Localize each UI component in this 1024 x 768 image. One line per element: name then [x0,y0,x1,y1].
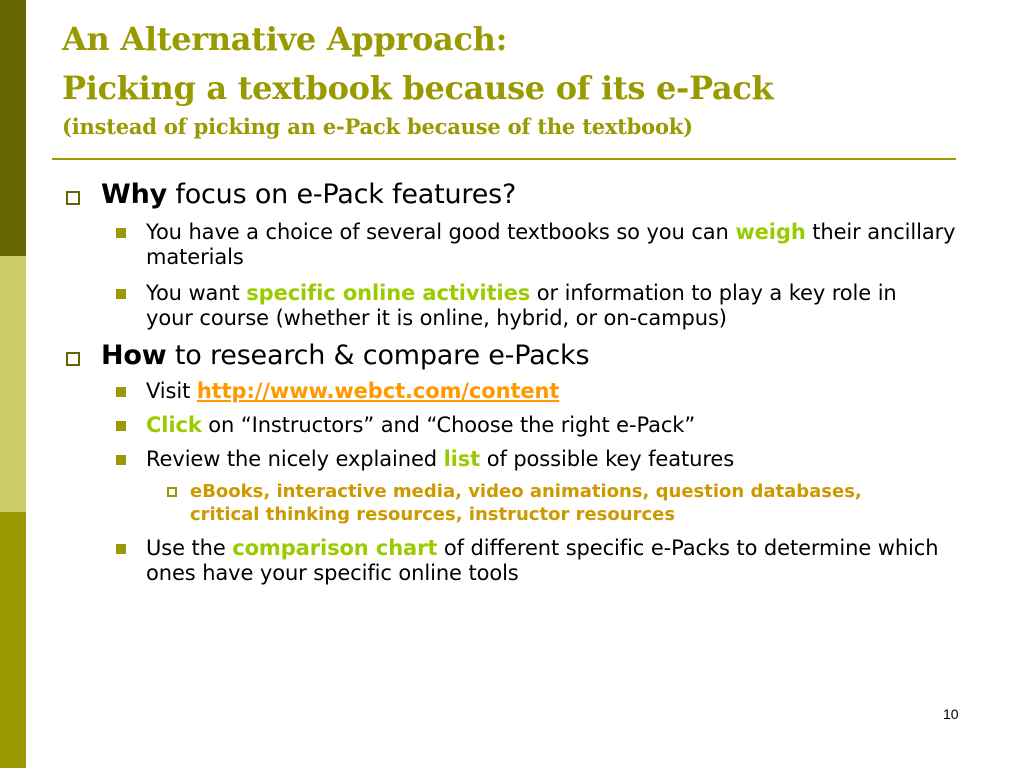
how-text: to research & compare e-Packs [166,340,590,371]
sidebar-stripe-bottom [0,512,26,768]
sidebar-stripe-middle [0,256,26,512]
sub-bullet-choice [62,220,962,270]
comparison-chart-highlight: comparison chart [232,536,438,560]
choice-text-post: their ancillary materials [146,220,956,269]
review-text-post: of possible key features [480,447,735,471]
square-bullet-icon [116,387,126,397]
hollow-square-bullet-icon [167,487,177,497]
square-bullet-icon [116,544,126,554]
sub-bullet-comparison [62,536,962,586]
page-number: 10 [943,706,959,722]
square-bullet-icon [116,289,126,299]
review-text-pre: Review the nicely explained [146,447,444,471]
hollow-square-bullet-icon [66,352,80,366]
compare-text-post: of different specific e-Packs to determine which ones have your specific online tools [146,536,939,585]
weigh-highlight: weigh [735,220,806,244]
why-text: focus on e-Pack features? [167,179,517,210]
square-bullet-icon [116,455,126,465]
choice-text-pre: You have a choice of several good textbooks so you can [146,220,736,244]
compare-text-pre: Use the [146,536,233,560]
sub-bullet-online-activities [62,281,962,331]
activities-text-pre: You want [146,281,247,305]
online-activities-highlight: specific online activities [246,281,531,305]
visit-text: Visit [146,379,197,403]
bullet-how [62,339,962,373]
title-line-2: Picking a textbook because of its e-Pack [62,69,774,107]
sub-bullet-review [62,447,962,472]
sub-bullet-click [62,413,962,438]
why-keyword: Why [101,179,168,210]
title-divider [52,158,956,160]
title-line-1: An Alternative Approach: [62,20,508,58]
bullet-why [62,178,962,212]
sub-bullet-visit [62,379,962,404]
slide-title [62,20,962,140]
click-highlight: Click [146,413,202,437]
slide-body [62,178,962,586]
webct-content-link[interactable]: http://www.webct.com/content [196,379,560,403]
square-bullet-icon [116,421,126,431]
title-subtitle: (instead of picking an e-Pack because of the textbook) [62,114,693,139]
activities-text-post: or information to play a key role in your course (whether it is online, hybrid, or on-campus) [146,281,897,330]
hollow-square-bullet-icon [66,191,80,205]
square-bullet-icon [116,228,126,238]
sidebar-stripe-top [0,0,26,256]
list-highlight: list [443,447,481,471]
sub-sub-bullet-features [62,480,962,526]
how-keyword: How [101,340,167,371]
features-text: eBooks, interactive media, video animations, question databases, critical thinking resources, instructor resources [190,481,862,525]
click-text: on “Instructors” and “Choose the right e-Pack” [201,413,696,437]
